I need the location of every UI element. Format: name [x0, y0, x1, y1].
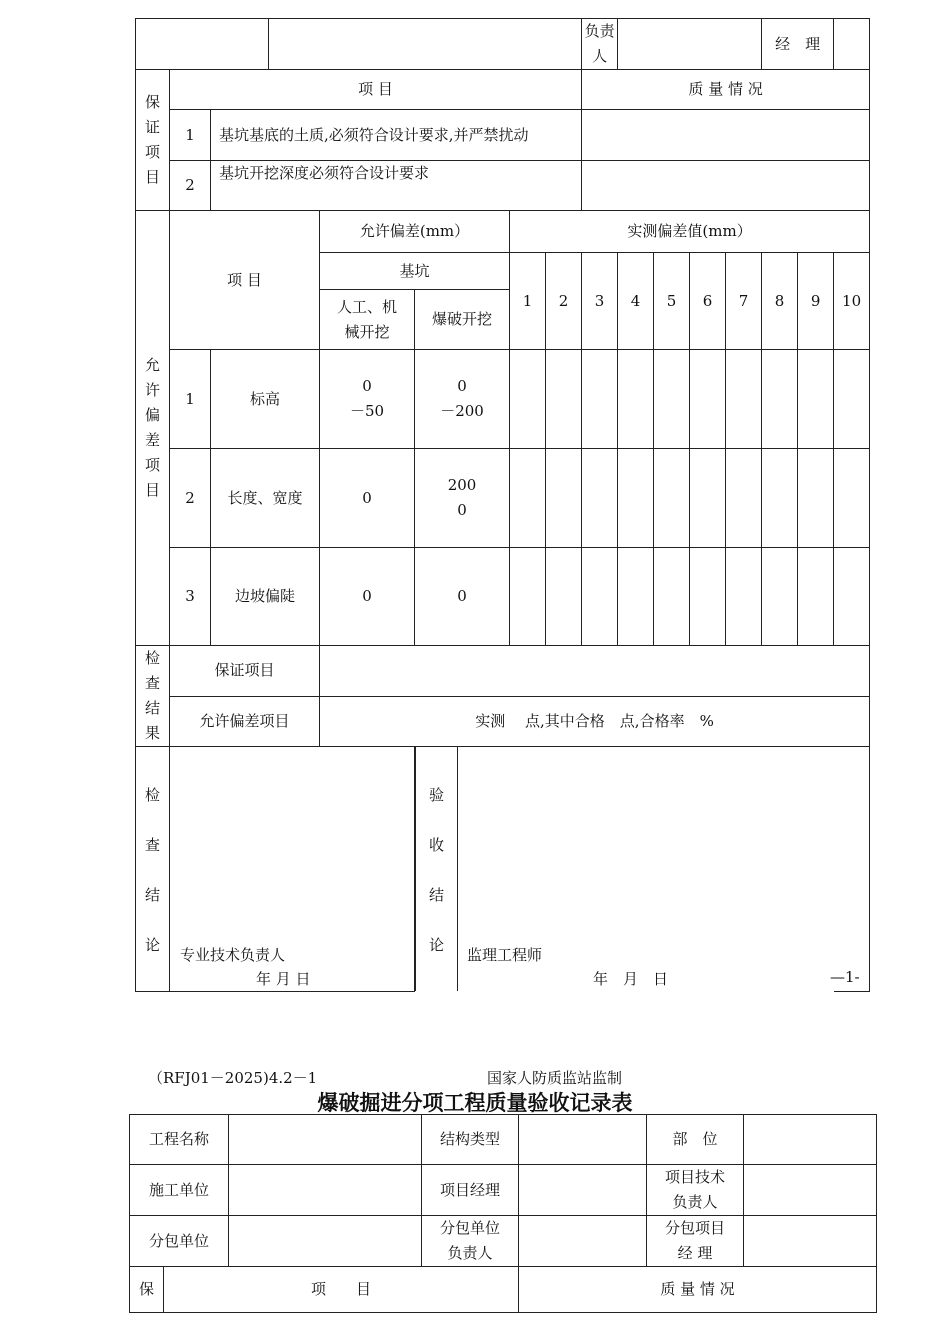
label-sub-manager: 分包项目 经 理: [647, 1216, 744, 1267]
label-tech-lead: 项目技术 负责人: [647, 1165, 744, 1216]
measure-cell: [510, 449, 546, 548]
header-jingli: [762, 19, 834, 70]
measure-cell: [510, 548, 546, 646]
label-location: 部 位: [647, 1115, 744, 1165]
manual-header: 人工、机 械开挖: [320, 290, 415, 350]
measure-cell: [690, 548, 726, 646]
lower-col-quality: 质 量 情 况: [519, 1267, 877, 1313]
label-sub-unit-lead: 分包单位 负责人: [422, 1216, 519, 1267]
measure-cell: [546, 350, 582, 449]
measure-col-10: 10: [834, 253, 870, 350]
tolerance-row-name: 标高: [211, 350, 320, 449]
measure-col-5: 5: [654, 253, 690, 350]
tolerance-row-manual: 0: [320, 548, 415, 646]
tolerance-col-item: 项 目: [170, 211, 320, 350]
tolerance-row-manual: 0 －50: [320, 350, 415, 449]
tolerance-row-no: 2: [170, 449, 211, 548]
guarantee-col-quality: 质 量 情 况: [582, 70, 870, 110]
measure-cell: [582, 449, 618, 548]
check-conclusion-body: [170, 747, 415, 992]
label-sub-unit: 分包单位: [130, 1216, 229, 1267]
measure-cell: [510, 350, 546, 449]
value-project-name: [229, 1115, 422, 1165]
measure-cell: [654, 350, 690, 449]
form-title: 爆破掘进分项工程质量验收记录表: [317, 1091, 633, 1115]
form-code: （RFJ01－2025)4.2－1: [148, 1069, 318, 1087]
measure-cell: [726, 350, 762, 449]
measure-cell: [654, 548, 690, 646]
check-result-tolerance: 允许偏差项目: [170, 696, 320, 747]
measure-cell: [798, 548, 834, 646]
value-structure-type: [519, 1115, 647, 1165]
value-tech-lead: [744, 1165, 877, 1216]
measure-col-7: 7: [726, 253, 762, 350]
measure-cell: [582, 350, 618, 449]
measure-cell: [834, 449, 870, 548]
measure-col-1: 1: [510, 253, 546, 350]
measure-cell: [834, 350, 870, 449]
label-project-manager: 项目经理: [422, 1165, 519, 1216]
tolerance-row-blast: 0 －200: [415, 350, 510, 449]
measure-cell: [618, 350, 654, 449]
tolerance-row-name: 长度、宽度: [211, 449, 320, 548]
blast-header: 爆破开挖: [415, 290, 510, 350]
guarantee-row-text: 基坑基底的土质,必须符合设计要求,并严禁扰动: [211, 110, 582, 161]
guarantee-row-no: 2: [170, 161, 211, 211]
guarantee-row-no: 1: [170, 110, 211, 161]
page-number: —1-: [830, 968, 860, 986]
date-left: 年 月 日: [256, 970, 311, 988]
check-conclusion-label: 检 查 结 论: [144, 786, 160, 954]
header-fuzeren: [582, 19, 618, 70]
value-location: [744, 1115, 877, 1165]
measure-col-2: 2: [546, 253, 582, 350]
measure-cell: [654, 449, 690, 548]
accept-conclusion-label-cell: [416, 747, 458, 991]
measure-cell: [834, 548, 870, 646]
measure-cell: [582, 548, 618, 646]
measure-cell: [726, 449, 762, 548]
header-jingli-value: [834, 19, 870, 70]
guarantee-row-quality: [582, 110, 870, 161]
tolerance-row-blast: 200 0: [415, 449, 510, 548]
measure-cell: [690, 350, 726, 449]
measure-col-3: 3: [582, 253, 618, 350]
tolerance-section-label: 允 许 偏 差 项 目: [136, 211, 170, 646]
value-construction-unit: [229, 1165, 422, 1216]
measure-cell: [798, 350, 834, 449]
inspection-table-lower: [129, 1114, 877, 1313]
measure-col-8: 8: [762, 253, 798, 350]
label-project-name: 工程名称: [130, 1115, 229, 1165]
measure-cell: [546, 449, 582, 548]
check-result-label: 检 查 结 果: [136, 646, 170, 747]
tech-person-label: 专业技术负责人: [180, 946, 286, 964]
tolerance-row-manual: 0: [320, 449, 415, 548]
accept-conclusion-body: [458, 747, 834, 991]
measure-cell: [762, 449, 798, 548]
guarantee-section-label: 保 证 项 目: [136, 70, 170, 211]
allowed-header: 允许偏差(mm）: [320, 211, 510, 253]
measured-header: 实测偏差值(mm）: [510, 211, 870, 253]
pit-header: 基坑: [320, 253, 510, 290]
header-blank-2: [269, 19, 582, 70]
tolerance-row-blast: 0: [415, 548, 510, 646]
inspection-table-upper: [135, 18, 870, 992]
header-jingli-label: 经 理: [775, 34, 821, 53]
measure-cell: [618, 449, 654, 548]
supervisor-label: 监理工程师: [467, 946, 543, 964]
accept-conclusion-label: 验 收 结 论: [429, 786, 445, 954]
tolerance-row-no: 3: [170, 548, 211, 646]
date-right: 年 月 日: [593, 970, 669, 988]
measure-cell: [690, 449, 726, 548]
tolerance-row-name: 边坡偏陡: [211, 548, 320, 646]
label-construction-unit: 施工单位: [130, 1165, 229, 1216]
label-guarantee: 保: [130, 1267, 164, 1313]
measure-col-4: 4: [618, 253, 654, 350]
header-fuzeren-value: [618, 19, 762, 70]
measure-cell: [798, 449, 834, 548]
label-structure-type: 结构类型: [422, 1115, 519, 1165]
guarantee-row-quality: [582, 161, 870, 211]
check-result-guarantee-value: [320, 646, 870, 697]
guarantee-col-item: 项 目: [170, 70, 582, 110]
value-sub-unit: [229, 1216, 422, 1267]
accept-conclusion-wrapper: [415, 747, 834, 992]
measure-cell: [726, 548, 762, 646]
measure-col-9: 9: [798, 253, 834, 350]
conclusion-filler: [834, 747, 870, 992]
guarantee-row-text: 基坑开挖深度必须符合设计要求: [211, 161, 582, 211]
header-fuzeren-label: 负责人: [584, 22, 615, 65]
measure-col-6: 6: [690, 253, 726, 350]
header-blank-1: [136, 19, 269, 70]
check-conclusion-label-cell: [136, 747, 170, 992]
check-result-tolerance-value: 实测 点,其中合格 点,合格率 %: [320, 696, 870, 747]
lower-col-item: 项 目: [164, 1267, 519, 1313]
value-sub-unit-lead: [519, 1216, 647, 1267]
measure-cell: [762, 548, 798, 646]
value-project-manager: [519, 1165, 647, 1216]
accept-conclusion-inner: [415, 747, 834, 991]
measure-cell: [618, 548, 654, 646]
measure-cell: [546, 548, 582, 646]
form-issuer: 国家人防质监站监制: [487, 1069, 623, 1087]
check-result-guarantee: 保证项目: [170, 646, 320, 697]
measure-cell: [762, 350, 798, 449]
value-sub-manager: [744, 1216, 877, 1267]
tolerance-row-no: 1: [170, 350, 211, 449]
